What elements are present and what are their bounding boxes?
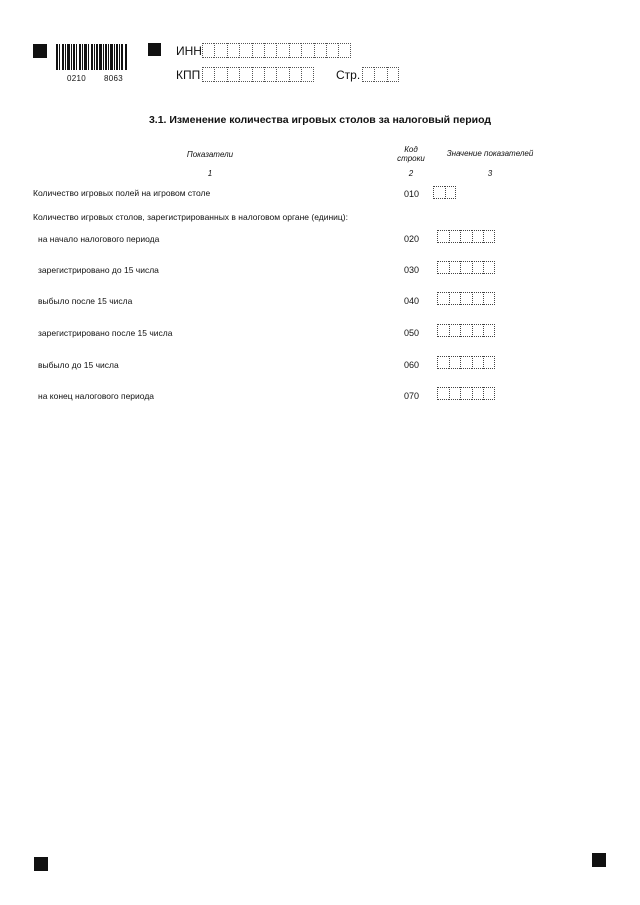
value-digit-cell[interactable] bbox=[460, 230, 472, 243]
value-digit-cell[interactable] bbox=[437, 292, 449, 305]
barcode-image bbox=[56, 44, 128, 74]
inn-digit-cell[interactable] bbox=[227, 43, 239, 58]
value-digit-cell[interactable] bbox=[449, 261, 461, 274]
inn-digit-cell[interactable] bbox=[252, 43, 264, 58]
value-digit-cell[interactable] bbox=[472, 292, 484, 305]
value-digit-cell[interactable] bbox=[449, 324, 461, 337]
value-digit-cell[interactable] bbox=[449, 356, 461, 369]
value-digit-cell[interactable] bbox=[460, 261, 472, 274]
value-digit-cell[interactable] bbox=[472, 261, 484, 274]
inn-digit-cell[interactable] bbox=[214, 43, 226, 58]
kpp-digit-cell[interactable] bbox=[202, 67, 214, 82]
inn-digit-cell[interactable] bbox=[326, 43, 338, 58]
row-label-060: выбыло до 15 числа bbox=[38, 360, 119, 370]
row-code-060: 060 bbox=[404, 360, 420, 370]
kpp-label: КПП bbox=[176, 68, 201, 82]
value-digit-cell[interactable] bbox=[483, 356, 495, 369]
page-digit-cell[interactable] bbox=[387, 67, 399, 82]
corner-marker-top-left bbox=[33, 44, 47, 58]
inn-digit-cell[interactable] bbox=[202, 43, 214, 58]
value-digit-cell[interactable] bbox=[449, 230, 461, 243]
value-field-030[interactable] bbox=[437, 261, 495, 274]
value-digit-cell[interactable] bbox=[460, 292, 472, 305]
section-title: 3.1. Изменение количества игровых столов за налоговый период bbox=[148, 114, 492, 126]
inn-digit-cell[interactable] bbox=[289, 43, 301, 58]
value-digit-cell[interactable] bbox=[483, 292, 495, 305]
row-label-070: на конец налогового периода bbox=[38, 391, 155, 401]
value-digit-cell[interactable] bbox=[437, 261, 449, 274]
row-code-070: 070 bbox=[404, 391, 420, 401]
value-digit-cell[interactable] bbox=[437, 324, 449, 337]
column-number-1: 1 bbox=[207, 169, 213, 178]
row-label-040: выбыло после 15 числа bbox=[38, 296, 133, 306]
row-code-050: 050 bbox=[404, 328, 420, 338]
kpp-field[interactable] bbox=[202, 67, 314, 82]
value-digit-cell[interactable] bbox=[483, 261, 495, 274]
value-digit-cell[interactable] bbox=[460, 387, 472, 400]
page-number-field[interactable] bbox=[362, 67, 399, 82]
page-label: Стр. bbox=[336, 68, 361, 82]
inn-digit-cell[interactable] bbox=[239, 43, 251, 58]
kpp-digit-cell[interactable] bbox=[301, 67, 313, 82]
value-digit-cell[interactable] bbox=[483, 387, 495, 400]
kpp-digit-cell[interactable] bbox=[227, 67, 239, 82]
page-digit-cell[interactable] bbox=[374, 67, 386, 82]
value-digit-cell[interactable] bbox=[437, 230, 449, 243]
value-digit-cell[interactable] bbox=[483, 324, 495, 337]
value-field-020[interactable] bbox=[437, 230, 495, 243]
inn-digit-cell[interactable] bbox=[276, 43, 288, 58]
value-digit-cell[interactable] bbox=[433, 186, 445, 199]
page-digit-cell[interactable] bbox=[362, 67, 374, 82]
value-digit-cell[interactable] bbox=[472, 324, 484, 337]
value-digit-cell[interactable] bbox=[483, 230, 495, 243]
corner-marker-bottom-left bbox=[34, 857, 48, 871]
inn-label: ИНН bbox=[176, 44, 202, 58]
value-digit-cell[interactable] bbox=[437, 387, 449, 400]
column-number-2: 2 bbox=[408, 169, 414, 178]
row-code-030: 030 bbox=[404, 265, 420, 275]
value-digit-cell[interactable] bbox=[472, 387, 484, 400]
kpp-digit-cell[interactable] bbox=[252, 67, 264, 82]
column-header-code-line2: строки bbox=[397, 154, 425, 163]
group-label-tables-registered: Количество игровых столов, зарегистрированных в налоговом органе (единиц): bbox=[33, 212, 348, 222]
row-label-010: Количество игровых полей на игровом столе bbox=[33, 188, 211, 198]
value-field-050[interactable] bbox=[437, 324, 495, 337]
row-code-010: 010 bbox=[404, 189, 420, 199]
column-header-values: Значение показателей bbox=[446, 149, 534, 158]
kpp-digit-cell[interactable] bbox=[289, 67, 301, 82]
row-label-020: на начало налогового периода bbox=[38, 234, 160, 244]
kpp-digit-cell[interactable] bbox=[264, 67, 276, 82]
barcode-number-right: 8063 bbox=[104, 74, 123, 83]
value-digit-cell[interactable] bbox=[460, 356, 472, 369]
column-number-3: 3 bbox=[487, 169, 493, 178]
value-digit-cell[interactable] bbox=[472, 230, 484, 243]
row-label-030: зарегистрировано до 15 числа bbox=[38, 265, 159, 275]
value-field-070[interactable] bbox=[437, 387, 495, 400]
value-digit-cell[interactable] bbox=[472, 356, 484, 369]
column-header-indicators: Показатели bbox=[186, 150, 234, 159]
row-code-020: 020 bbox=[404, 234, 420, 244]
value-digit-cell[interactable] bbox=[445, 186, 457, 199]
inn-digit-cell[interactable] bbox=[264, 43, 276, 58]
value-digit-cell[interactable] bbox=[449, 387, 461, 400]
value-field-010[interactable] bbox=[433, 186, 456, 199]
row-label-050: зарегистрировано после 15 числа bbox=[38, 328, 173, 338]
value-digit-cell[interactable] bbox=[460, 324, 472, 337]
value-digit-cell[interactable] bbox=[437, 356, 449, 369]
corner-marker-bottom-right bbox=[592, 853, 606, 867]
column-header-code-line1: Код bbox=[404, 145, 418, 154]
inn-digit-cell[interactable] bbox=[338, 43, 350, 58]
inn-digit-cell[interactable] bbox=[301, 43, 313, 58]
barcode-number-left: 0210 bbox=[67, 74, 86, 83]
value-field-040[interactable] bbox=[437, 292, 495, 305]
kpp-digit-cell[interactable] bbox=[239, 67, 251, 82]
kpp-digit-cell[interactable] bbox=[214, 67, 226, 82]
value-field-060[interactable] bbox=[437, 356, 495, 369]
corner-marker-top-right-of-barcode bbox=[148, 43, 161, 56]
value-digit-cell[interactable] bbox=[449, 292, 461, 305]
kpp-digit-cell[interactable] bbox=[276, 67, 288, 82]
row-code-040: 040 bbox=[404, 296, 420, 306]
inn-digit-cell[interactable] bbox=[314, 43, 326, 58]
inn-field[interactable] bbox=[202, 43, 351, 58]
